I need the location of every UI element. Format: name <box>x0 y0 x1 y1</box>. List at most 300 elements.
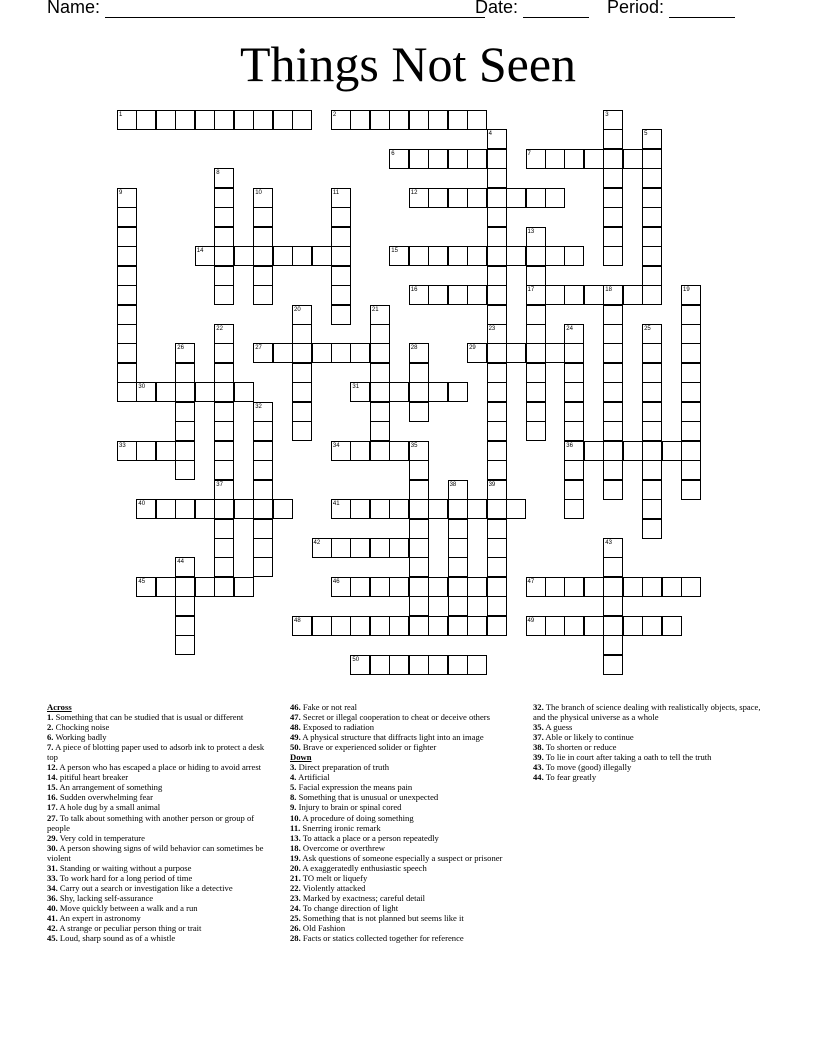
grid-cell[interactable] <box>409 519 429 539</box>
grid-cell[interactable] <box>448 480 468 500</box>
grid-cell[interactable] <box>564 499 584 519</box>
grid-cell[interactable] <box>603 324 623 344</box>
grid-cell[interactable] <box>253 421 273 441</box>
grid-cell[interactable] <box>603 363 623 383</box>
grid-cell[interactable] <box>603 129 623 149</box>
grid-cell[interactable] <box>156 577 176 597</box>
grid-cell[interactable] <box>642 207 662 227</box>
grid-cell[interactable] <box>467 499 487 519</box>
grid-cell[interactable] <box>195 110 215 130</box>
grid-cell[interactable] <box>253 285 273 305</box>
grid-cell[interactable] <box>681 441 701 461</box>
grid-cell[interactable] <box>428 382 448 402</box>
grid-cell[interactable] <box>409 363 429 383</box>
grid-cell[interactable] <box>156 441 176 461</box>
grid-cell[interactable] <box>545 188 565 208</box>
grid-cell[interactable] <box>603 285 623 305</box>
grid-cell[interactable] <box>350 616 370 636</box>
grid-cell[interactable] <box>642 168 662 188</box>
grid-cell[interactable] <box>603 168 623 188</box>
grid-cell[interactable] <box>273 246 293 266</box>
grid-cell[interactable] <box>623 616 643 636</box>
grid-cell[interactable] <box>136 577 156 597</box>
grid-cell[interactable] <box>681 324 701 344</box>
grid-cell[interactable] <box>506 343 526 363</box>
grid-cell[interactable] <box>545 577 565 597</box>
grid-cell[interactable] <box>409 499 429 519</box>
grid-cell[interactable] <box>487 129 507 149</box>
grid-cell[interactable] <box>117 227 137 247</box>
grid-cell[interactable] <box>545 149 565 169</box>
grid-cell[interactable] <box>214 460 234 480</box>
grid-cell[interactable] <box>214 480 234 500</box>
grid-cell[interactable] <box>389 110 409 130</box>
grid-cell[interactable] <box>487 499 507 519</box>
grid-cell[interactable] <box>195 499 215 519</box>
grid-cell[interactable] <box>564 480 584 500</box>
grid-cell[interactable] <box>642 149 662 169</box>
grid-cell[interactable] <box>214 382 234 402</box>
grid-cell[interactable] <box>273 499 293 519</box>
grid-cell[interactable] <box>623 441 643 461</box>
grid-cell[interactable] <box>603 207 623 227</box>
grid-cell[interactable] <box>603 596 623 616</box>
grid-cell[interactable] <box>331 343 351 363</box>
grid-cell[interactable] <box>253 557 273 577</box>
grid-cell[interactable] <box>409 596 429 616</box>
grid-cell[interactable] <box>448 285 468 305</box>
grid-cell[interactable] <box>564 343 584 363</box>
grid-cell[interactable] <box>350 382 370 402</box>
grid-cell[interactable] <box>214 188 234 208</box>
grid-cell[interactable] <box>136 499 156 519</box>
grid-cell[interactable] <box>409 110 429 130</box>
grid-cell[interactable] <box>370 655 390 675</box>
grid-cell[interactable] <box>331 499 351 519</box>
grid-cell[interactable] <box>681 382 701 402</box>
grid-cell[interactable] <box>389 655 409 675</box>
grid-cell[interactable] <box>487 596 507 616</box>
grid-cell[interactable] <box>253 538 273 558</box>
grid-cell[interactable] <box>681 343 701 363</box>
grid-cell[interactable] <box>448 557 468 577</box>
grid-cell[interactable] <box>506 188 526 208</box>
grid-cell[interactable] <box>175 110 195 130</box>
grid-cell[interactable] <box>273 343 293 363</box>
grid-cell[interactable] <box>603 305 623 325</box>
grid-cell[interactable] <box>487 168 507 188</box>
grid-cell[interactable] <box>545 343 565 363</box>
grid-cell[interactable] <box>584 441 604 461</box>
grid-cell[interactable] <box>331 207 351 227</box>
grid-cell[interactable] <box>603 188 623 208</box>
grid-cell[interactable] <box>487 305 507 325</box>
grid-cell[interactable] <box>467 285 487 305</box>
grid-cell[interactable] <box>642 285 662 305</box>
grid-cell[interactable] <box>526 382 546 402</box>
grid-cell[interactable] <box>117 382 137 402</box>
grid-cell[interactable] <box>603 227 623 247</box>
grid-cell[interactable] <box>409 188 429 208</box>
grid-cell[interactable] <box>487 441 507 461</box>
grid-cell[interactable] <box>409 538 429 558</box>
grid-cell[interactable] <box>175 421 195 441</box>
grid-cell[interactable] <box>681 460 701 480</box>
grid-cell[interactable] <box>467 577 487 597</box>
grid-cell[interactable] <box>487 343 507 363</box>
grid-cell[interactable] <box>526 324 546 344</box>
grid-cell[interactable] <box>370 305 390 325</box>
grid-cell[interactable] <box>662 616 682 636</box>
grid-cell[interactable] <box>681 285 701 305</box>
grid-cell[interactable] <box>564 149 584 169</box>
grid-cell[interactable] <box>487 577 507 597</box>
grid-cell[interactable] <box>409 616 429 636</box>
grid-cell[interactable] <box>487 227 507 247</box>
grid-cell[interactable] <box>584 285 604 305</box>
grid-cell[interactable] <box>642 460 662 480</box>
grid-cell[interactable] <box>389 577 409 597</box>
grid-cell[interactable] <box>370 577 390 597</box>
grid-cell[interactable] <box>681 480 701 500</box>
grid-cell[interactable] <box>292 343 312 363</box>
grid-cell[interactable] <box>506 499 526 519</box>
grid-cell[interactable] <box>428 246 448 266</box>
grid-cell[interactable] <box>350 343 370 363</box>
grid-cell[interactable] <box>253 460 273 480</box>
grid-cell[interactable] <box>487 266 507 286</box>
grid-cell[interactable] <box>370 421 390 441</box>
grid-cell[interactable] <box>370 382 390 402</box>
grid-cell[interactable] <box>545 246 565 266</box>
grid-cell[interactable] <box>448 382 468 402</box>
grid-cell[interactable] <box>448 577 468 597</box>
grid-cell[interactable] <box>350 441 370 461</box>
grid-cell[interactable] <box>370 616 390 636</box>
grid-cell[interactable] <box>487 207 507 227</box>
grid-cell[interactable] <box>603 460 623 480</box>
grid-cell[interactable] <box>487 188 507 208</box>
grid-cell[interactable] <box>681 402 701 422</box>
grid-cell[interactable] <box>214 421 234 441</box>
grid-cell[interactable] <box>156 499 176 519</box>
grid-cell[interactable] <box>234 577 254 597</box>
grid-cell[interactable] <box>526 577 546 597</box>
grid-cell[interactable] <box>564 460 584 480</box>
grid-cell[interactable] <box>642 382 662 402</box>
grid-cell[interactable] <box>253 441 273 461</box>
grid-cell[interactable] <box>642 421 662 441</box>
grid-cell[interactable] <box>603 635 623 655</box>
grid-cell[interactable] <box>642 324 662 344</box>
grid-cell[interactable] <box>175 363 195 383</box>
grid-cell[interactable] <box>603 382 623 402</box>
grid-cell[interactable] <box>448 538 468 558</box>
grid-cell[interactable] <box>428 188 448 208</box>
grid-cell[interactable] <box>370 402 390 422</box>
grid-cell[interactable] <box>428 149 448 169</box>
grid-cell[interactable] <box>623 285 643 305</box>
grid-cell[interactable] <box>428 110 448 130</box>
grid-cell[interactable] <box>214 324 234 344</box>
grid-cell[interactable] <box>136 441 156 461</box>
grid-cell[interactable] <box>603 577 623 597</box>
grid-cell[interactable] <box>234 246 254 266</box>
grid-cell[interactable] <box>214 110 234 130</box>
grid-cell[interactable] <box>409 557 429 577</box>
grid-cell[interactable] <box>117 441 137 461</box>
grid-cell[interactable] <box>253 343 273 363</box>
grid-cell[interactable] <box>467 343 487 363</box>
grid-cell[interactable] <box>467 110 487 130</box>
grid-cell[interactable] <box>642 519 662 539</box>
grid-cell[interactable] <box>487 480 507 500</box>
grid-cell[interactable] <box>487 246 507 266</box>
grid-cell[interactable] <box>526 149 546 169</box>
grid-cell[interactable] <box>292 363 312 383</box>
grid-cell[interactable] <box>409 577 429 597</box>
grid-cell[interactable] <box>117 343 137 363</box>
grid-cell[interactable] <box>175 635 195 655</box>
grid-cell[interactable] <box>526 402 546 422</box>
grid-cell[interactable] <box>175 402 195 422</box>
grid-cell[interactable] <box>603 538 623 558</box>
grid-cell[interactable] <box>428 655 448 675</box>
grid-cell[interactable] <box>487 519 507 539</box>
grid-cell[interactable] <box>214 519 234 539</box>
grid-cell[interactable] <box>603 480 623 500</box>
grid-cell[interactable] <box>214 441 234 461</box>
grid-cell[interactable] <box>642 402 662 422</box>
grid-cell[interactable] <box>564 324 584 344</box>
grid-cell[interactable] <box>117 324 137 344</box>
grid-cell[interactable] <box>584 149 604 169</box>
grid-cell[interactable] <box>681 421 701 441</box>
grid-cell[interactable] <box>389 441 409 461</box>
grid-cell[interactable] <box>175 557 195 577</box>
grid-cell[interactable] <box>214 207 234 227</box>
grid-cell[interactable] <box>331 246 351 266</box>
grid-cell[interactable] <box>292 246 312 266</box>
grid-cell[interactable] <box>603 655 623 675</box>
grid-cell[interactable] <box>350 499 370 519</box>
grid-cell[interactable] <box>370 324 390 344</box>
grid-cell[interactable] <box>487 363 507 383</box>
grid-cell[interactable] <box>253 266 273 286</box>
grid-cell[interactable] <box>253 207 273 227</box>
grid-cell[interactable] <box>175 343 195 363</box>
grid-cell[interactable] <box>681 577 701 597</box>
grid-cell[interactable] <box>409 441 429 461</box>
grid-cell[interactable] <box>370 110 390 130</box>
grid-cell[interactable] <box>564 441 584 461</box>
grid-cell[interactable] <box>603 246 623 266</box>
grid-cell[interactable] <box>564 421 584 441</box>
grid-cell[interactable] <box>487 149 507 169</box>
grid-cell[interactable] <box>564 246 584 266</box>
grid-cell[interactable] <box>564 616 584 636</box>
grid-cell[interactable] <box>487 285 507 305</box>
grid-cell[interactable] <box>117 305 137 325</box>
grid-cell[interactable] <box>448 519 468 539</box>
grid-cell[interactable] <box>642 616 662 636</box>
grid-cell[interactable] <box>642 499 662 519</box>
grid-cell[interactable] <box>487 324 507 344</box>
grid-cell[interactable] <box>195 246 215 266</box>
grid-cell[interactable] <box>117 363 137 383</box>
grid-cell[interactable] <box>195 382 215 402</box>
grid-cell[interactable] <box>448 188 468 208</box>
grid-cell[interactable] <box>117 188 137 208</box>
grid-cell[interactable] <box>409 655 429 675</box>
grid-cell[interactable] <box>603 149 623 169</box>
grid-cell[interactable] <box>409 460 429 480</box>
grid-cell[interactable] <box>642 188 662 208</box>
grid-cell[interactable] <box>312 246 332 266</box>
grid-cell[interactable] <box>526 421 546 441</box>
grid-cell[interactable] <box>526 285 546 305</box>
grid-cell[interactable] <box>584 577 604 597</box>
grid-cell[interactable] <box>642 343 662 363</box>
grid-cell[interactable] <box>234 382 254 402</box>
grid-cell[interactable] <box>603 110 623 130</box>
grid-cell[interactable] <box>662 577 682 597</box>
grid-cell[interactable] <box>623 577 643 597</box>
grid-cell[interactable] <box>370 343 390 363</box>
grid-cell[interactable] <box>136 382 156 402</box>
grid-cell[interactable] <box>448 655 468 675</box>
grid-cell[interactable] <box>389 382 409 402</box>
grid-cell[interactable] <box>506 246 526 266</box>
grid-cell[interactable] <box>331 188 351 208</box>
grid-cell[interactable] <box>448 110 468 130</box>
grid-cell[interactable] <box>350 577 370 597</box>
grid-cell[interactable] <box>312 343 332 363</box>
grid-cell[interactable] <box>117 285 137 305</box>
grid-cell[interactable] <box>409 480 429 500</box>
grid-cell[interactable] <box>253 246 273 266</box>
grid-cell[interactable] <box>526 266 546 286</box>
grid-cell[interactable] <box>292 382 312 402</box>
grid-cell[interactable] <box>350 655 370 675</box>
grid-cell[interactable] <box>487 557 507 577</box>
grid-cell[interactable] <box>253 110 273 130</box>
grid-cell[interactable] <box>253 188 273 208</box>
grid-cell[interactable] <box>603 441 623 461</box>
grid-cell[interactable] <box>331 577 351 597</box>
grid-cell[interactable] <box>428 577 448 597</box>
grid-cell[interactable] <box>389 616 409 636</box>
grid-cell[interactable] <box>253 227 273 247</box>
grid-cell[interactable] <box>156 382 176 402</box>
grid-cell[interactable] <box>487 382 507 402</box>
grid-cell[interactable] <box>526 363 546 383</box>
grid-cell[interactable] <box>117 246 137 266</box>
grid-cell[interactable] <box>292 110 312 130</box>
grid-cell[interactable] <box>214 343 234 363</box>
grid-cell[interactable] <box>448 499 468 519</box>
grid-cell[interactable] <box>642 363 662 383</box>
grid-cell[interactable] <box>214 363 234 383</box>
grid-cell[interactable] <box>175 499 195 519</box>
grid-cell[interactable] <box>370 363 390 383</box>
grid-cell[interactable] <box>175 596 195 616</box>
grid-cell[interactable] <box>487 460 507 480</box>
grid-cell[interactable] <box>331 110 351 130</box>
grid-cell[interactable] <box>156 110 176 130</box>
grid-cell[interactable] <box>467 149 487 169</box>
grid-cell[interactable] <box>214 538 234 558</box>
grid-cell[interactable] <box>331 538 351 558</box>
grid-cell[interactable] <box>545 285 565 305</box>
grid-cell[interactable] <box>175 441 195 461</box>
grid-cell[interactable] <box>350 538 370 558</box>
grid-cell[interactable] <box>370 499 390 519</box>
grid-cell[interactable] <box>175 577 195 597</box>
grid-cell[interactable] <box>253 519 273 539</box>
grid-cell[interactable] <box>214 266 234 286</box>
grid-cell[interactable] <box>564 382 584 402</box>
grid-cell[interactable] <box>175 616 195 636</box>
grid-cell[interactable] <box>603 402 623 422</box>
grid-cell[interactable] <box>389 538 409 558</box>
grid-cell[interactable] <box>273 110 293 130</box>
grid-cell[interactable] <box>331 227 351 247</box>
grid-cell[interactable] <box>389 246 409 266</box>
grid-cell[interactable] <box>681 363 701 383</box>
grid-cell[interactable] <box>292 324 312 344</box>
grid-cell[interactable] <box>253 480 273 500</box>
grid-cell[interactable] <box>487 402 507 422</box>
grid-cell[interactable] <box>623 149 643 169</box>
grid-cell[interactable] <box>117 207 137 227</box>
grid-cell[interactable] <box>526 246 546 266</box>
grid-cell[interactable] <box>214 557 234 577</box>
grid-cell[interactable] <box>545 616 565 636</box>
grid-cell[interactable] <box>292 616 312 636</box>
grid-cell[interactable] <box>428 499 448 519</box>
grid-cell[interactable] <box>214 402 234 422</box>
grid-cell[interactable] <box>253 402 273 422</box>
grid-cell[interactable] <box>603 557 623 577</box>
grid-cell[interactable] <box>389 499 409 519</box>
grid-cell[interactable] <box>195 577 215 597</box>
grid-cell[interactable] <box>175 382 195 402</box>
grid-cell[interactable] <box>234 499 254 519</box>
grid-cell[interactable] <box>487 538 507 558</box>
grid-cell[interactable] <box>136 110 156 130</box>
grid-cell[interactable] <box>526 188 546 208</box>
grid-cell[interactable] <box>564 285 584 305</box>
grid-cell[interactable] <box>487 616 507 636</box>
grid-cell[interactable] <box>603 421 623 441</box>
grid-cell[interactable] <box>292 421 312 441</box>
grid-cell[interactable] <box>467 246 487 266</box>
grid-cell[interactable] <box>409 402 429 422</box>
grid-cell[interactable] <box>642 227 662 247</box>
grid-cell[interactable] <box>214 499 234 519</box>
grid-cell[interactable] <box>350 110 370 130</box>
grid-cell[interactable] <box>526 343 546 363</box>
grid-cell[interactable] <box>642 480 662 500</box>
grid-cell[interactable] <box>526 616 546 636</box>
grid-cell[interactable] <box>331 441 351 461</box>
grid-cell[interactable] <box>564 402 584 422</box>
grid-cell[interactable] <box>370 538 390 558</box>
grid-cell[interactable] <box>389 149 409 169</box>
grid-cell[interactable] <box>642 441 662 461</box>
grid-cell[interactable] <box>564 577 584 597</box>
